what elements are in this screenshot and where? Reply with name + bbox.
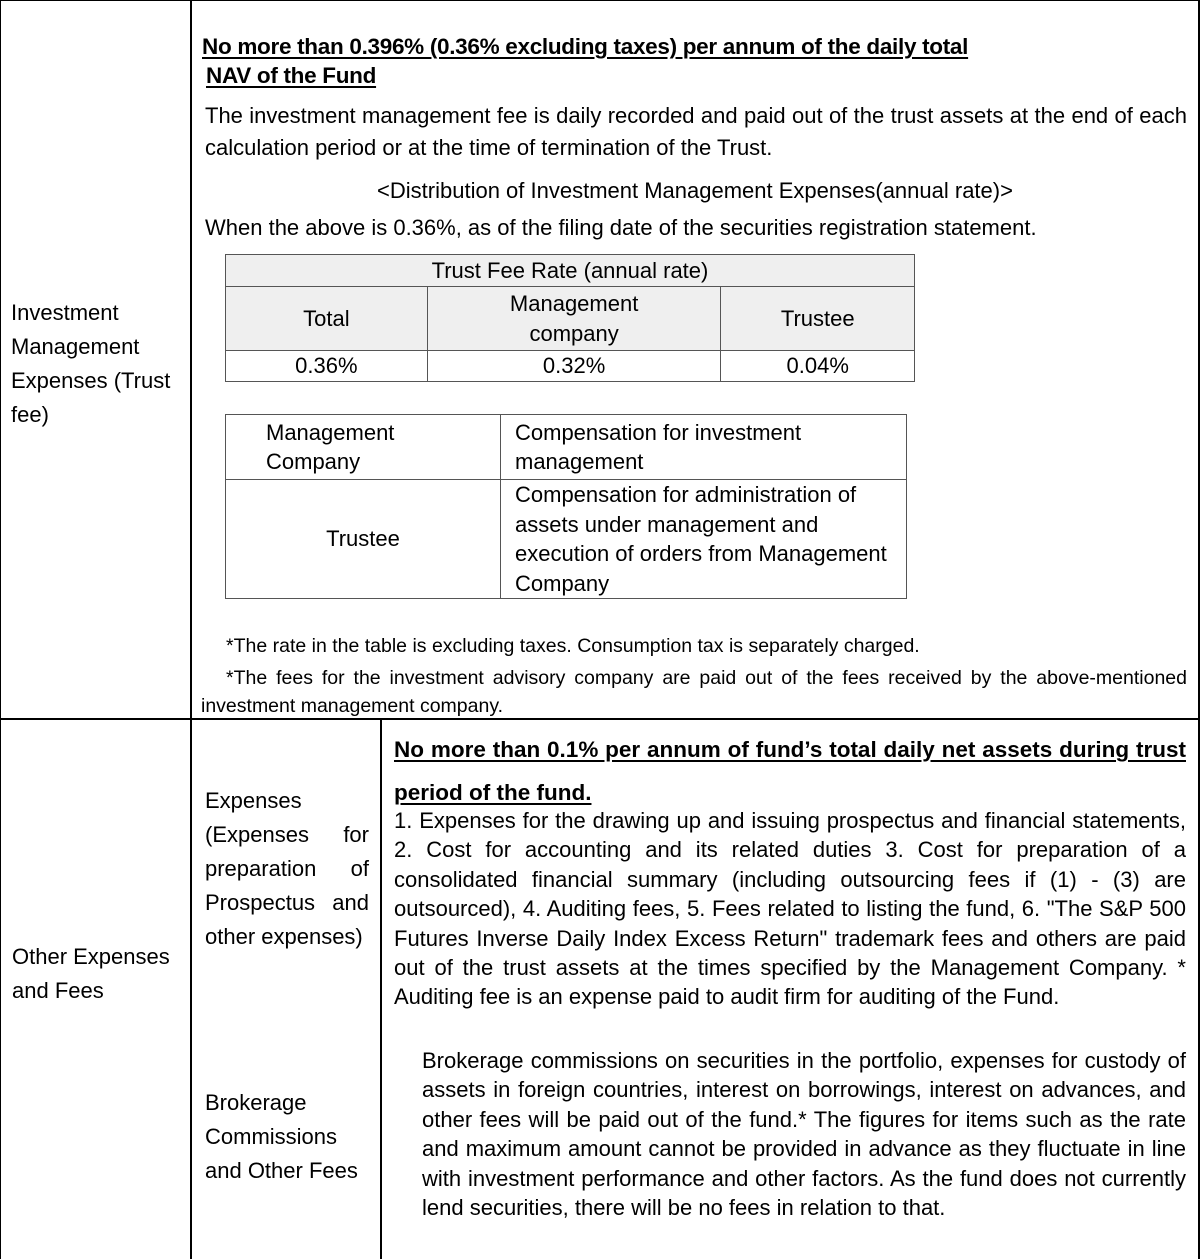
fee-header-total: Total	[226, 287, 428, 351]
investment-section-label: Investment Management Expenses (Trust fee)	[11, 300, 171, 427]
fee-header-management: Management company	[427, 287, 721, 351]
role-party-management: Management Company	[226, 415, 501, 480]
distribution-note: When the above is 0.36%, as of the filing date of the securities registration statement.	[205, 215, 1037, 240]
outer-border-top	[0, 0, 1200, 1]
investment-heading-line1: No more than 0.396% (0.36% excluding taxes) per annum of the daily total	[202, 34, 969, 59]
footnote-advisory: *The fees for the investment advisory company are paid out of the fees received by the above-mentioned investment management company.	[201, 667, 1187, 717]
brokerage-text: Brokerage commissions on securities in the portfolio, expenses for custody of assets in foreign countries, interest on borrowings, interest on advances, and other fees will be paid out of the fund.* The figures for items such as the rate and maximum amount cannot be provided in advance as they fluctuate in line with investment performance and other factors. As the fund does not currently lend securities, there will be no fees in relation to that.	[422, 1048, 1186, 1221]
fee-value-management: 0.32%	[427, 351, 721, 382]
fee-value-trustee: 0.04%	[721, 351, 915, 382]
investment-heading-line2: NAV of the Fund	[206, 63, 377, 88]
column-divider	[190, 0, 192, 1259]
outer-border-left	[0, 0, 1, 1259]
fee-rate-table	[225, 254, 915, 382]
expenses-label: Expenses (Expenses for preparation of Prospectus and other expenses)	[205, 788, 369, 949]
distribution-title: <Distribution of Investment Management Expenses(annual rate)>	[377, 178, 1013, 203]
investment-description: The investment management fee is daily recorded and paid out of the trust assets at the end of each calculation period or at the time of termination of the Trust.	[205, 103, 1187, 160]
subcolumn-divider	[380, 720, 382, 1259]
other-section-label: Other Expenses and Fees	[12, 944, 170, 1003]
brokerage-label: Brokerage Commissions and Other Fees	[205, 1090, 358, 1183]
fee-header-trustee: Trustee	[721, 287, 915, 351]
expenses-heading: No more than 0.1% per annum of fund’s total daily net assets during trust period of the fund.	[394, 737, 1186, 805]
fee-table-title: Trust Fee Rate (annual rate)	[226, 255, 915, 287]
roles-table	[225, 414, 907, 599]
footnote-tax: *The rate in the table is excluding taxes. Consumption tax is separately charged.	[226, 635, 920, 657]
role-desc-management: Compensation for investment management	[501, 415, 907, 480]
role-desc-trustee: Compensation for administration of assets under management and execution of orders from Management Company	[501, 480, 907, 599]
expenses-text: 1. Expenses for the drawing up and issuing prospectus and financial statements, 2. Cost for accounting and its related duties 3. Cost for preparation of a consolidated financial summary (including outsourcing fees if (1) - (3) are outsourced), 4. Auditing fees, 5. Fees related to listing the fund, 6. "The S&P 500 Futures Inverse Daily Index Excess Return" trademark fees and others are paid out of the trust assets at the times specified by the Management Company. * Auditing fee is an expense paid to audit firm for auditing of the Fund.	[394, 808, 1186, 1010]
role-party-trustee: Trustee	[226, 480, 501, 599]
fee-value-total: 0.36%	[226, 351, 428, 382]
